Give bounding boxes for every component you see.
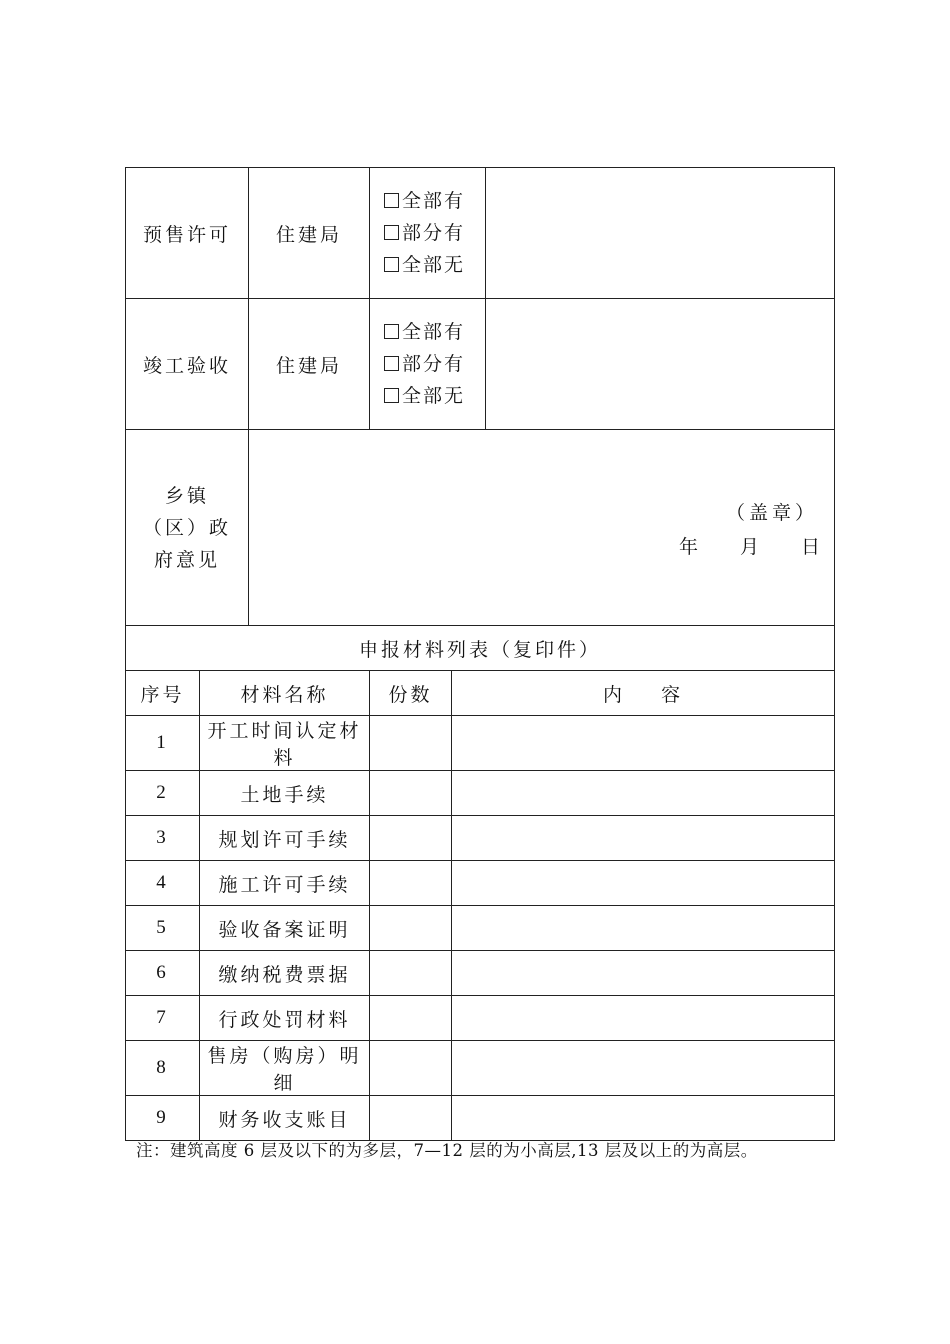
opinion-label xyxy=(126,430,249,626)
row-copies[interactable] xyxy=(370,951,452,996)
row-name: 施工许可手续 xyxy=(200,861,370,906)
approval-options xyxy=(370,299,486,430)
header-seq: 序号 xyxy=(126,671,200,716)
option-label: 全部无 xyxy=(402,385,466,407)
approval-remarks[interactable] xyxy=(486,168,835,299)
checkbox[interactable] xyxy=(384,356,399,371)
option-label: 全部有 xyxy=(402,321,466,343)
footnote: 注：建筑高度 6 层及以下的为多层，7—12 层的为小高层,13 层及以上的为高层。 xyxy=(136,1141,758,1160)
row-content[interactable] xyxy=(452,771,835,816)
option-label: 部分有 xyxy=(402,353,466,375)
row-name: 财务收支账目 xyxy=(200,1096,370,1141)
approval-name: 预售许可 xyxy=(126,168,249,299)
option-label: 全部有 xyxy=(402,190,466,212)
row-copies[interactable] xyxy=(370,1041,452,1096)
date-label: 年 月 日 xyxy=(678,536,825,558)
approval-name: 竣工验收 xyxy=(126,299,249,430)
row-seq: 5 xyxy=(126,906,200,951)
checkbox[interactable] xyxy=(384,193,399,208)
row-copies[interactable] xyxy=(370,771,452,816)
approval-remarks[interactable] xyxy=(486,299,835,430)
checkbox[interactable] xyxy=(384,324,399,339)
table-row xyxy=(126,861,835,906)
row-seq: 4 xyxy=(126,861,200,906)
row-seq: 7 xyxy=(126,996,200,1041)
row-seq: 6 xyxy=(126,951,200,996)
approval-dept: 住建局 xyxy=(249,168,370,299)
table-row xyxy=(126,906,835,951)
row-copies[interactable] xyxy=(370,906,452,951)
materials-title: 申报材料列表（复印件） xyxy=(126,626,835,671)
header-copies: 份数 xyxy=(370,671,452,716)
table-row xyxy=(126,816,835,861)
option-none[interactable] xyxy=(384,380,485,412)
option-all[interactable] xyxy=(384,185,485,217)
row-name: 开工时间认定材料 xyxy=(200,716,370,771)
row-copies[interactable] xyxy=(370,716,452,771)
row-seq: 9 xyxy=(126,1096,200,1141)
row-content[interactable] xyxy=(452,861,835,906)
checkbox[interactable] xyxy=(384,388,399,403)
row-content[interactable] xyxy=(452,1041,835,1096)
materials-title-row xyxy=(126,626,835,671)
approval-options xyxy=(370,168,486,299)
row-content[interactable] xyxy=(452,816,835,861)
row-name: 规划许可手续 xyxy=(200,816,370,861)
row-name: 售房（购房）明细 xyxy=(200,1041,370,1096)
option-all[interactable] xyxy=(384,316,485,348)
checkbox[interactable] xyxy=(384,257,399,272)
row-copies[interactable] xyxy=(370,816,452,861)
option-label: 部分有 xyxy=(402,222,466,244)
row-copies[interactable] xyxy=(370,1096,452,1141)
approval-dept: 住建局 xyxy=(249,299,370,430)
table-row xyxy=(126,996,835,1041)
row-seq: 1 xyxy=(126,716,200,771)
opinion-label-line: （区）政 xyxy=(143,516,232,539)
row-content[interactable] xyxy=(452,716,835,771)
table-row xyxy=(126,951,835,996)
row-content[interactable] xyxy=(452,951,835,996)
row-name: 土地手续 xyxy=(200,771,370,816)
row-content[interactable] xyxy=(452,996,835,1041)
header-content: 内 容 xyxy=(452,671,835,716)
option-partial[interactable] xyxy=(384,217,485,249)
checkbox[interactable] xyxy=(384,225,399,240)
row-copies[interactable] xyxy=(370,861,452,906)
opinion-label-line: 府意见 xyxy=(154,548,221,571)
materials-header-row xyxy=(126,671,835,716)
row-name: 行政处罚材料 xyxy=(200,996,370,1041)
option-partial[interactable] xyxy=(384,348,485,380)
table-row xyxy=(126,716,835,771)
row-content[interactable] xyxy=(452,1096,835,1141)
row-seq: 3 xyxy=(126,816,200,861)
table-row xyxy=(126,1041,835,1096)
approval-row-presale xyxy=(126,168,835,299)
row-seq: 2 xyxy=(126,771,200,816)
opinion-label-line: 乡镇 xyxy=(165,484,210,507)
approval-row-completion xyxy=(126,299,835,430)
application-form-table xyxy=(125,167,835,1141)
option-label: 全部无 xyxy=(402,254,466,276)
row-content[interactable] xyxy=(452,906,835,951)
table-row xyxy=(126,771,835,816)
row-copies[interactable] xyxy=(370,996,452,1041)
row-name: 验收备案证明 xyxy=(200,906,370,951)
table-row xyxy=(126,1096,835,1141)
row-seq: 8 xyxy=(126,1041,200,1096)
government-opinion-row xyxy=(126,430,835,626)
opinion-field[interactable] xyxy=(249,430,835,626)
row-name: 缴纳税费票据 xyxy=(200,951,370,996)
header-name: 材料名称 xyxy=(200,671,370,716)
option-none[interactable] xyxy=(384,249,485,281)
seal-label: （盖章） xyxy=(726,502,819,524)
